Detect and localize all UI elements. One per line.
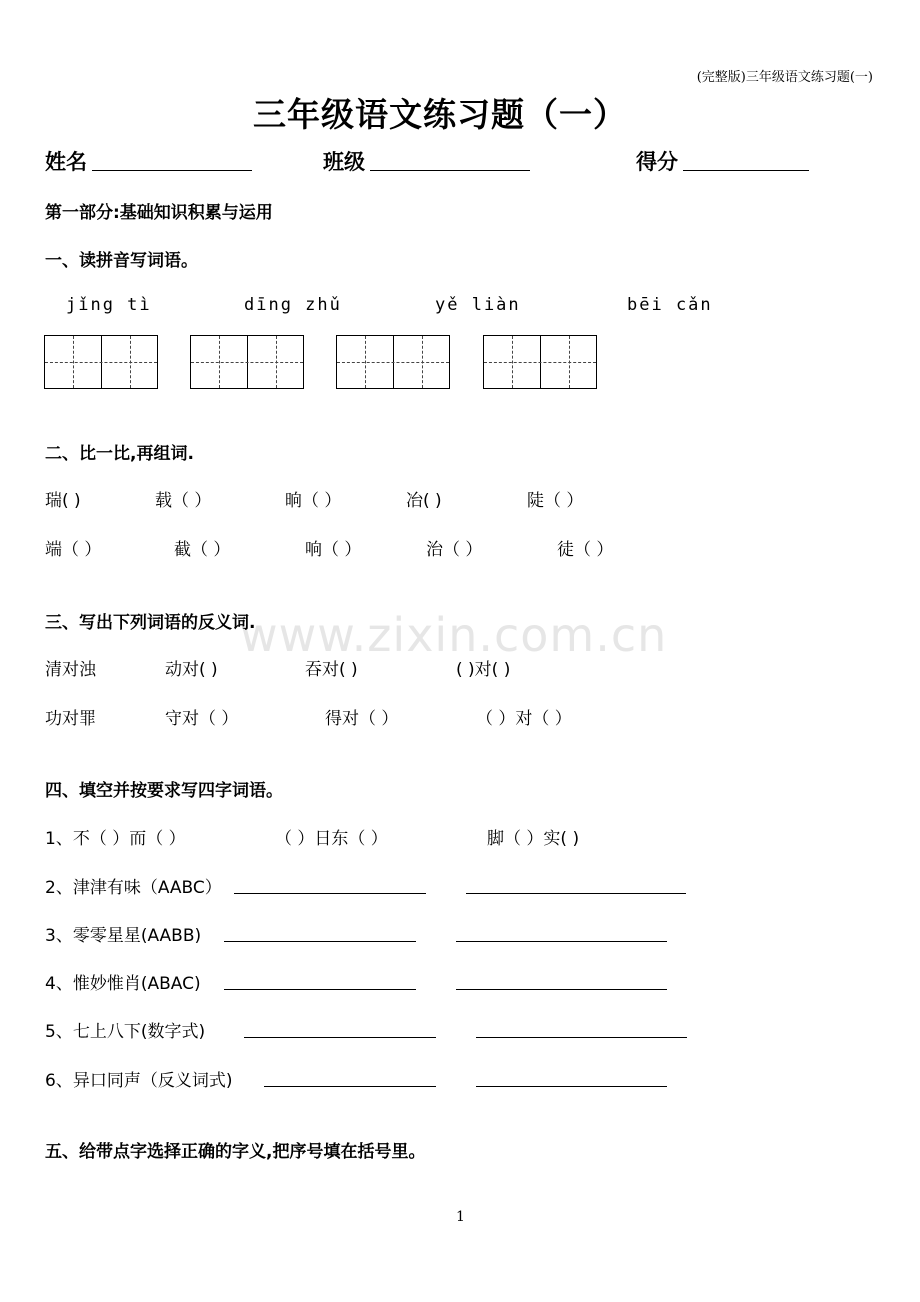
antonym-item: 清对浊: [45, 660, 96, 680]
answer-line[interactable]: [456, 924, 667, 942]
compare-item: 冶( ): [406, 491, 442, 511]
section5-heading: 五、给带点字选择正确的字义,把序号填在括号里。: [45, 1142, 426, 1162]
compare-item: 陡（ ）: [527, 491, 584, 511]
antonym-item: 功对罪: [45, 709, 96, 729]
pinyin-2: dīng zhǔ: [244, 295, 342, 315]
answer-line[interactable]: [224, 972, 416, 990]
header-note: (完整版)三年级语文练习题(一): [696, 70, 873, 85]
answer-line[interactable]: [264, 1069, 436, 1087]
idiom-prompt: 4、惟妙惟肖(ABAC): [45, 974, 201, 994]
answer-line[interactable]: [224, 924, 416, 942]
name-field[interactable]: [92, 150, 252, 171]
answer-line[interactable]: [234, 876, 426, 894]
writing-grid-4[interactable]: [483, 335, 597, 389]
idiom-prompt: 6、异口同声（反义词式): [45, 1071, 233, 1091]
compare-item: 瑞( ): [45, 491, 81, 511]
name-label: 姓名: [45, 150, 87, 174]
section1-heading: 一、读拼音写词语。: [45, 251, 198, 271]
part1-heading: 第一部分:基础知识积累与运用: [45, 203, 273, 223]
class-label: 班级: [323, 150, 365, 174]
answer-line[interactable]: [456, 972, 667, 990]
compare-item: 晌（ ）: [285, 491, 342, 511]
pinyin-1: jǐng tì: [66, 295, 152, 315]
antonym-item: 动对( ): [165, 660, 218, 680]
idiom-prompt: 5、七上八下(数字式): [45, 1022, 206, 1042]
antonym-item: ( )对( ): [456, 660, 511, 680]
compare-item: 端（ ）: [45, 540, 102, 560]
fill-item: （ ）日东（ ）: [275, 829, 388, 849]
compare-item: 徒（ ）: [557, 540, 614, 560]
compare-item: 治（ ）: [426, 540, 483, 560]
antonym-item: 守对（ ）: [165, 709, 239, 729]
idiom-prompt: 3、零零星星(AABB): [45, 926, 202, 946]
pinyin-4: bēi cǎn: [627, 295, 713, 315]
compare-item: 载（ ）: [155, 491, 212, 511]
compare-item: 响（ ）: [305, 540, 362, 560]
score-field[interactable]: [683, 150, 809, 171]
answer-line[interactable]: [476, 1069, 667, 1087]
answer-line[interactable]: [244, 1020, 436, 1038]
antonym-item: （ ）对（ ）: [476, 709, 572, 729]
class-field[interactable]: [370, 150, 530, 171]
writing-grid-1[interactable]: [44, 335, 158, 389]
section4-heading: 四、填空并按要求写四字词语。: [45, 781, 283, 801]
writing-grid-2[interactable]: [190, 335, 304, 389]
idiom-prompt: 2、津津有味（AABC）: [45, 878, 222, 898]
section2-heading: 二、比一比,再组词.: [45, 444, 194, 464]
fill-item: 脚（ ）实( ): [487, 829, 580, 849]
pinyin-3: yě liàn: [435, 295, 521, 315]
answer-line[interactable]: [466, 876, 686, 894]
writing-grid-3[interactable]: [336, 335, 450, 389]
page-title: 三年级语文练习题（一）: [253, 95, 627, 134]
antonym-item: 得对（ ）: [325, 709, 399, 729]
score-label: 得分: [636, 150, 678, 174]
watermark: www.zixin.com.cn: [240, 608, 668, 662]
fill-item: 1、不（ ）而（ ）: [45, 829, 186, 849]
section3-heading: 三、写出下列词语的反义词.: [45, 613, 256, 633]
compare-item: 截（ ）: [174, 540, 231, 560]
page-number: 1: [456, 1209, 465, 1225]
antonym-item: 吞对( ): [305, 660, 358, 680]
answer-line[interactable]: [476, 1020, 687, 1038]
